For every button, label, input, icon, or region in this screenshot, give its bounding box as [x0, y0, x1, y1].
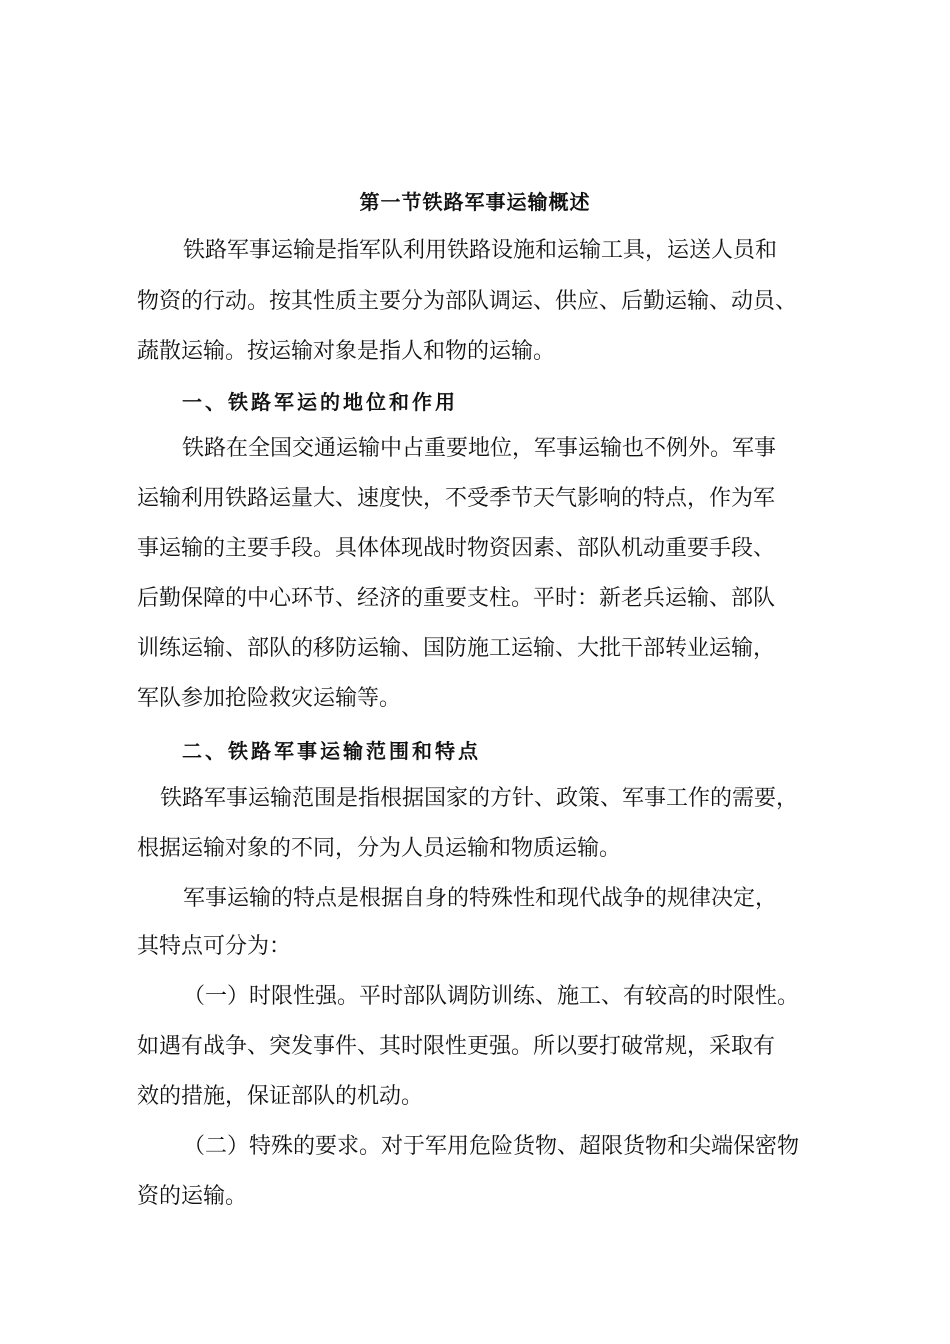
section-heading-1: 一、铁路军运的地位和作用: [182, 390, 458, 414]
paragraph-line: 资的运输。: [137, 1184, 248, 1209]
paragraph-line: 铁路军事运输范围是指根据国家的方针、政策、军事工作的需要，: [160, 786, 799, 811]
paragraph-line: 如遇有战争、突发事件、其时限性更强。所以要打破常规，采取有: [137, 1034, 776, 1059]
paragraph-line: 运输利用铁路运量大、速度快，不受季节天气影响的特点，作为军: [137, 486, 776, 511]
paragraph-line: 后勤保障的中心环节、经济的重要支柱。平时：新老兵运输、部队: [137, 586, 776, 611]
paragraph-line: （一）时限性强。平时部队调防训练、施工、有较高的时限性。: [183, 984, 800, 1009]
paragraph-line: 根据运输对象的不同，分为人员运输和物质运输。: [137, 836, 622, 861]
paragraph-line: （二）特殊的要求。对于军用危险货物、超限货物和尖端保密物: [183, 1134, 800, 1159]
paragraph-line: 效的措施，保证部队的机动。: [137, 1084, 424, 1109]
section-heading-2: 二、铁路军事运输范围和特点: [182, 739, 481, 763]
paragraph-line: 事运输的主要手段。具体体现战时物资因素、部队机动重要手段、: [137, 536, 776, 561]
paragraph-line: 铁路在全国交通运输中占重要地位，军事运输也不例外。军事: [182, 436, 777, 461]
page-title: 第一节铁路军事运输概述: [359, 190, 591, 214]
paragraph-line: 铁路军事运输是指军队利用铁路设施和运输工具，运送人员和: [183, 238, 778, 263]
paragraph-line: 训练运输、部队的移防运输、国防施工运输、大批干部转业运输，: [137, 636, 776, 661]
paragraph-line: 物资的行动。按其性质主要分为部队调运、供应、后勤运输、动员、: [137, 289, 798, 314]
paragraph-line: 蔬散运输。按运输对象是指人和物的运输。: [137, 339, 556, 364]
paragraph-line: 军队参加抢险救灾运输等。: [137, 686, 402, 711]
paragraph-line: 军事运输的特点是根据自身的特殊性和现代战争的规律决定，: [183, 886, 778, 911]
paragraph-line: 其特点可分为：: [137, 934, 292, 959]
